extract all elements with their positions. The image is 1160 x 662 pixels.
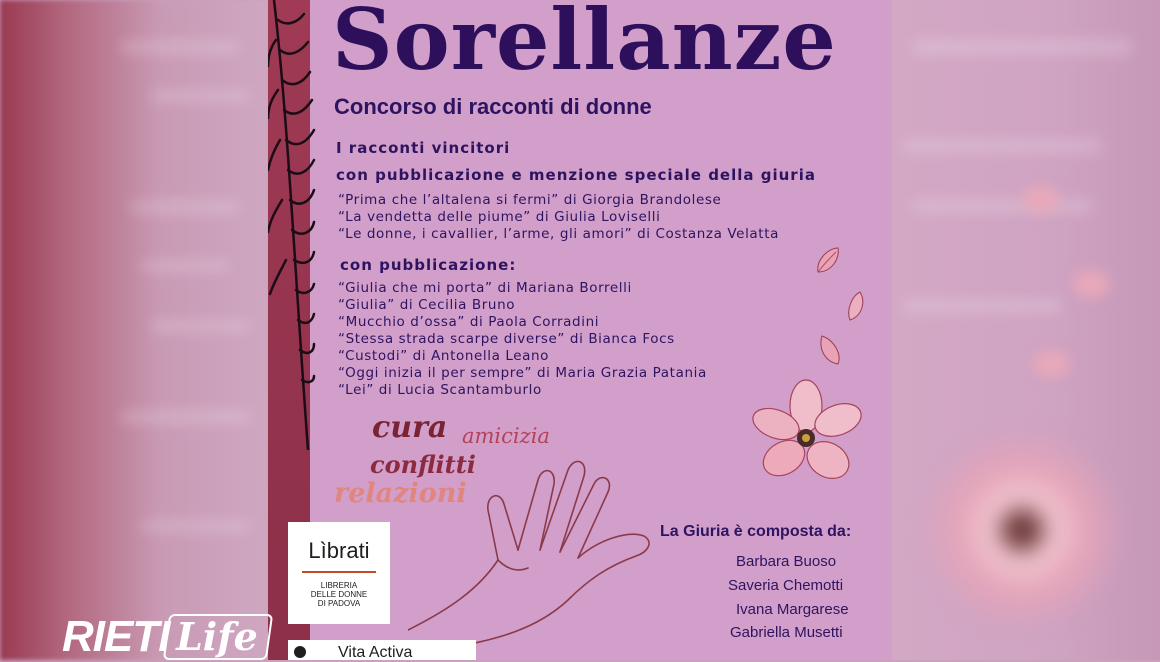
winner-item: “La vendetta delle piume” di Giulia Loviselli [338,209,661,225]
blurred-petal-icon [1032,350,1070,378]
librati-tagline-line: LIBRERIA [320,581,358,590]
librati-logo [288,522,390,624]
blur-smear [140,260,230,272]
palm-leaf-icon [268,0,316,450]
blurred-background-left [0,0,268,660]
librati-tagline-line: DELLE DONNE [310,590,368,599]
watermark-life-box [163,614,273,660]
petal-icon [844,290,868,324]
blur-smear [120,410,250,424]
winners-subheading: con pubblicazione e menzione speciale della giuria [336,166,816,184]
flower-icon [748,378,866,488]
published-item: “Stessa strada scarpe diverse” di Bianca Focs [338,331,675,347]
winner-item: “Le donne, i cavallier, l’arme, gli amori” di Costanza Velatta [338,226,779,242]
vita-activa-label: Vita Activa [338,644,413,660]
blurred-petal-icon [1072,270,1110,298]
blurred-petal-icon [1022,185,1060,213]
librati-name: Lìbrati [308,538,370,563]
blur-smear [150,320,250,332]
published-item: “Custodi” di Antonella Leano [338,348,550,364]
poster-title: Sorellanze [332,0,837,89]
blur-smear [912,40,1132,54]
petal-icon [814,244,844,278]
librati-tagline [311,581,367,608]
blurred-background-right [892,0,1160,660]
published-item: “Oggi inizia il per sempre” di Maria Grazia Patania [338,365,707,381]
word-amicizia: amicizia [462,424,550,448]
jury-member: Ivana Margarese [736,601,849,618]
watermark-life: Life [176,614,258,659]
watermark-rieti: RIETI [62,612,170,661]
blur-smear [902,300,1062,312]
blur-smear [120,40,240,54]
blur-smear [912,200,1092,212]
published-heading: con pubblicazione: [340,256,517,274]
blurred-flower-icon [922,430,1122,630]
published-item: “Lei” di Lucia Scantamburlo [338,382,542,398]
jury-member: Barbara Buoso [736,553,837,570]
librati-tagline-line: DI PADOVA [317,599,361,608]
winner-item: “Prima che l’altalena si fermi” di Giorgia Brandolese [338,192,722,208]
jury-member: Saveria Chemotti [728,577,844,594]
winners-heading: I racconti vincitori [336,139,511,157]
word-cura: cura [372,410,448,445]
poster [268,0,892,660]
poster-subtitle: Concorso di racconti di donne [334,94,652,119]
published-item: “Giulia che mi porta” di Mariana Borrelli [338,280,632,296]
word-conflitti: conflitti [370,450,476,479]
vita-activa-logo [288,640,476,660]
jury-member: Gabriella Musetti [730,624,843,641]
published-item: “Giulia” di Cecilia Bruno [338,297,516,313]
rieti-life-watermark [62,612,270,660]
book-underline-icon [302,571,376,573]
blur-smear [130,200,240,214]
blur-smear [140,520,250,532]
vita-activa-icon [294,646,306,658]
blur-smear [150,90,250,102]
word-relazioni: relazioni [334,478,467,509]
jury-heading: La Giuria è composta da: [660,523,852,540]
blur-smear [902,140,1102,152]
published-item: “Mucchio d’ossa” di Paola Corradini [338,314,600,330]
petal-icon [814,332,844,368]
